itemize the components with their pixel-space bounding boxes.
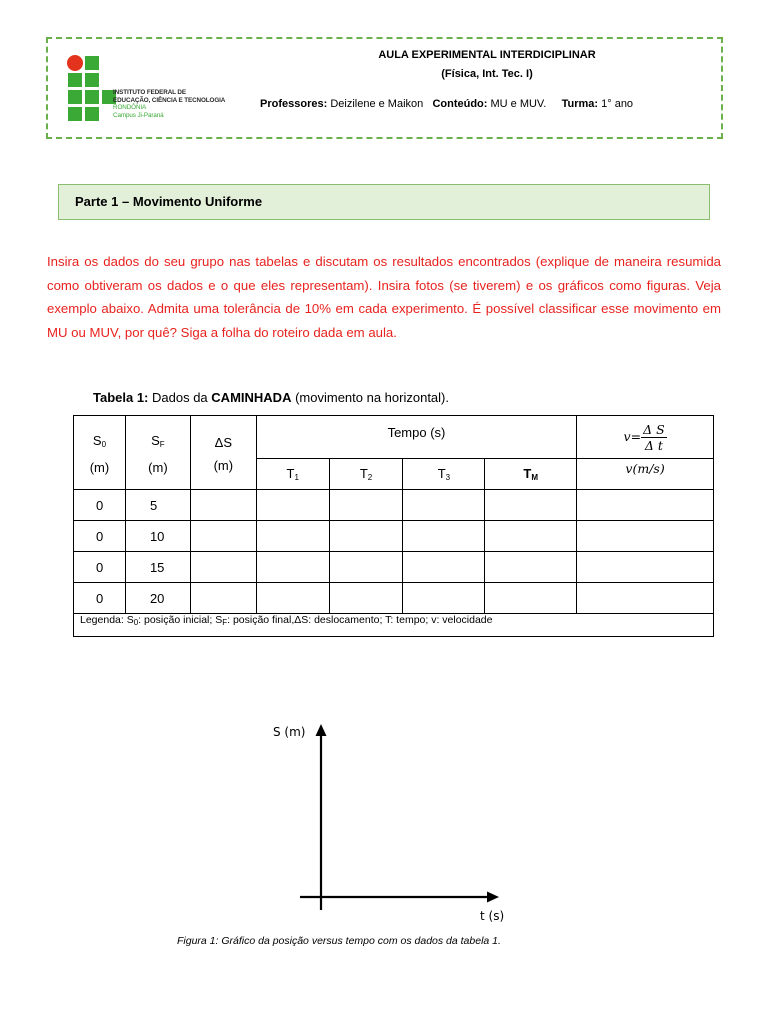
logo-square	[85, 73, 99, 87]
table-row	[74, 583, 714, 614]
header-t1	[256, 459, 329, 490]
cell-t3[interactable]	[403, 521, 485, 552]
logo-square	[68, 73, 82, 87]
cell-t3[interactable]	[403, 490, 485, 521]
table-legend	[74, 614, 714, 637]
professores-value: Deizilene e Maikon	[330, 98, 424, 110]
legend-part: Legenda: S	[80, 614, 134, 626]
cell-t1[interactable]	[256, 490, 329, 521]
sf-subscript: F	[159, 439, 165, 449]
cell-t2[interactable]	[329, 521, 403, 552]
cell-s0: 0	[74, 552, 126, 583]
table-caption	[93, 390, 449, 405]
conteudo-label: Conteúdo:	[432, 98, 488, 110]
s0-subscript: 0	[101, 439, 107, 449]
header-velocity-unit	[577, 459, 714, 490]
cell-delta-s[interactable]	[190, 521, 256, 552]
turma-value: 1° ano	[601, 98, 634, 110]
cell-sf: 5	[125, 490, 190, 521]
velocity-formula	[623, 421, 667, 453]
cell-t2[interactable]	[329, 490, 403, 521]
cell-sf: 20	[125, 583, 190, 614]
table-header-row	[74, 416, 714, 459]
cell-t1[interactable]	[256, 552, 329, 583]
header-delta-s	[190, 416, 256, 490]
cell-sf: 10	[125, 521, 190, 552]
cell-velocity[interactable]	[577, 583, 714, 614]
x-axis-label: t (s)	[480, 909, 505, 923]
header-t2	[329, 459, 403, 490]
sf-symbol: S	[151, 432, 160, 448]
legend-part: : posição final,ΔS: deslocamento; T: tempo; v: velocidade	[227, 614, 493, 626]
document-subtitle: (Física, Int. Tec. I)	[441, 68, 533, 80]
legend-subscript: 0	[133, 618, 139, 627]
header-info-line	[260, 98, 633, 110]
cell-t2[interactable]	[329, 552, 403, 583]
cell-velocity[interactable]	[577, 490, 714, 521]
cell-velocity[interactable]	[577, 552, 714, 583]
turma-label: Turma:	[561, 98, 599, 110]
table-caption-bold: CAMINHADA	[211, 390, 292, 405]
t3-subscript: 3	[445, 473, 451, 482]
t2-symbol: T	[359, 466, 368, 481]
cell-t3[interactable]	[403, 552, 485, 583]
x-axis-arrow	[487, 892, 499, 903]
velocity-fraction	[641, 422, 667, 453]
header-tempo: Tempo (s)	[256, 416, 576, 459]
logo-line: Campus Ji-Paraná	[113, 111, 164, 119]
cell-sf: 15	[125, 552, 190, 583]
header-s0	[74, 416, 126, 490]
data-table	[73, 415, 714, 637]
t3-symbol: T	[437, 466, 446, 481]
header-sf	[125, 416, 190, 490]
table-row	[74, 490, 714, 521]
t1-subscript: 1	[294, 473, 299, 482]
t1-symbol: T	[286, 466, 295, 481]
delta-s-symbol: ΔS	[214, 434, 232, 450]
logo-square	[85, 90, 99, 104]
y-axis-arrow	[316, 724, 327, 736]
logo-square	[68, 107, 82, 121]
logo-text	[113, 89, 225, 119]
sf-unit: (m)	[148, 459, 168, 475]
velocity-unit: v(m/s)	[625, 461, 665, 476]
logo-square	[85, 107, 99, 121]
s0-unit: (m)	[89, 459, 110, 475]
header-t3	[403, 459, 485, 490]
cell-velocity[interactable]	[577, 521, 714, 552]
t2-subscript: 2	[367, 473, 373, 482]
figure-caption: Figura 1: Gráfico da posição versus tempo com os dados da tabela 1.	[177, 935, 501, 947]
logo-square	[85, 56, 99, 70]
cell-t3[interactable]	[403, 583, 485, 614]
velocity-numerator: Δ S	[643, 421, 665, 437]
tm-symbol: T	[523, 466, 532, 481]
legend-part: : posição inicial; S	[138, 614, 223, 626]
table-caption-pre: Dados da	[152, 390, 208, 405]
part-title: Parte 1 – Movimento Uniforme	[75, 194, 263, 209]
logo-red-dot	[67, 55, 83, 71]
institute-logo	[66, 53, 236, 133]
graph-axes	[290, 718, 510, 918]
cell-tm[interactable]	[485, 583, 577, 614]
header-tm	[485, 459, 577, 490]
cell-tm[interactable]	[485, 552, 577, 583]
velocity-lhs: v=	[623, 428, 642, 444]
header-box	[46, 37, 723, 139]
s0-symbol: S	[92, 432, 102, 448]
part-heading-box	[58, 184, 710, 220]
cell-s0: 0	[74, 490, 126, 521]
legend-subscript: F	[222, 618, 228, 627]
cell-t2[interactable]	[329, 583, 403, 614]
table-caption-label: Tabela 1:	[93, 390, 149, 405]
cell-delta-s[interactable]	[190, 583, 256, 614]
delta-s-unit: (m)	[213, 457, 234, 473]
table-row	[74, 521, 714, 552]
header-velocity-formula	[577, 416, 714, 459]
table-row	[74, 552, 714, 583]
cell-delta-s[interactable]	[190, 490, 256, 521]
cell-s0: 0	[74, 583, 126, 614]
logo-line: INSTITUTO FEDERAL DE	[113, 89, 186, 96]
cell-delta-s[interactable]	[190, 552, 256, 583]
cell-t1[interactable]	[256, 583, 329, 614]
logo-line: RONDÔNIA	[113, 104, 147, 112]
conteudo-value: MU e MUV.	[490, 98, 547, 110]
document-title: AULA EXPERIMENTAL INTERDICIPLINAR	[378, 49, 596, 61]
professores-label: Professores:	[260, 98, 328, 110]
table-caption-post: (movimento na horizontal).	[295, 390, 449, 405]
logo-line: EDUCAÇÃO, CIÊNCIA E TECNOLOGIA	[113, 96, 226, 104]
cell-s0: 0	[74, 521, 126, 552]
logo-square	[68, 90, 82, 104]
cell-tm[interactable]	[485, 490, 577, 521]
velocity-denominator: Δ t	[644, 437, 663, 453]
table-legend-row	[74, 614, 714, 637]
y-axis-label: S (m)	[273, 725, 306, 739]
instructions-paragraph: Insira os dados do seu grupo nas tabelas e discutam os resultados encontrados (explique de maneira resumida como obtiveram os dados e o que eles representam). Insira fotos (se tiverem) e os gráficos como figuras. Veja exemplo abaixo. Admita uma tolerância de 10% em cada experimento. É possível classificar esse movimento em MU ou MUV, por quê? Siga a folha do roteiro dada em aula.	[47, 254, 721, 340]
tm-subscript: M	[531, 473, 539, 482]
cell-t1[interactable]	[256, 521, 329, 552]
cell-tm[interactable]	[485, 521, 577, 552]
